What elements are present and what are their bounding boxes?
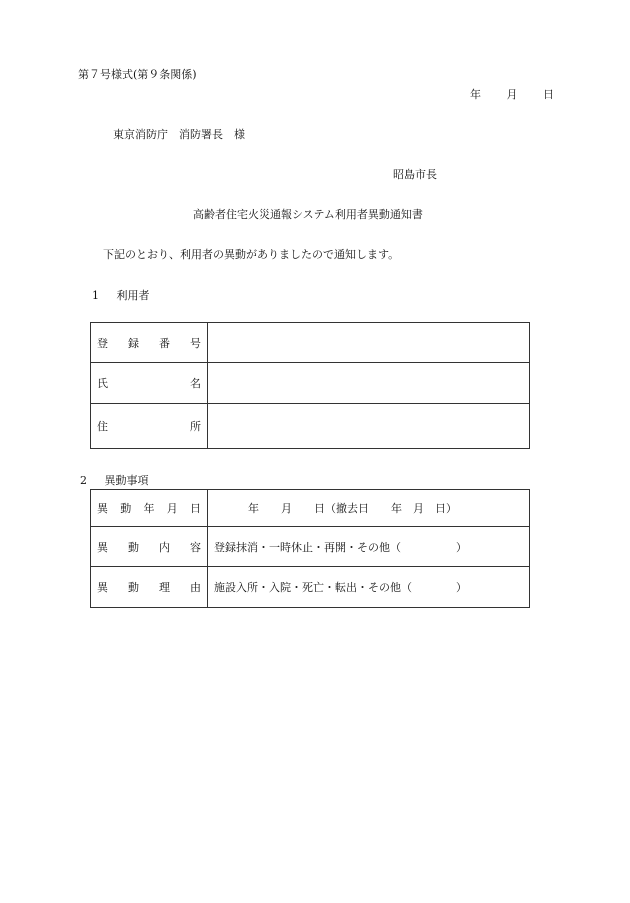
label-char: 由 <box>190 581 201 594</box>
label-char: 所 <box>190 420 201 433</box>
label-char: 異 <box>97 581 108 594</box>
change-date-label <box>91 490 208 527</box>
table-row <box>91 527 530 567</box>
label-char: 住 <box>97 420 108 433</box>
registration-number-field[interactable] <box>208 323 530 363</box>
label-char: 動 <box>120 502 132 515</box>
table-row <box>91 363 530 404</box>
change-content-label <box>91 527 208 567</box>
label-char: 日 <box>190 502 201 515</box>
table-row <box>91 323 530 363</box>
registration-number-label <box>91 323 208 363</box>
section1-heading <box>92 287 150 303</box>
name-label <box>91 363 208 404</box>
label-char: 内 <box>159 540 170 554</box>
label-char: 月 <box>166 502 178 515</box>
label-char: 動 <box>128 540 139 554</box>
label-char: 動 <box>128 581 139 594</box>
change-reason-label <box>91 567 208 608</box>
label-char: 録 <box>128 336 139 350</box>
form-number: 第７号様式(第９条関係) <box>78 68 197 81</box>
address-label <box>91 404 208 449</box>
document-title: 高齢者住宅火災通報システム利用者異動通知書 <box>193 208 423 221</box>
change-content-field[interactable]: 登録抹消・一時休止・再開・その他（ ） <box>208 527 530 567</box>
section1-title: 利用者 <box>116 289 150 302</box>
label-char: 理 <box>159 581 170 594</box>
label-char: 登 <box>97 336 108 350</box>
date-month: 月 <box>506 88 518 101</box>
date-day: 日 <box>543 88 554 101</box>
label-char: 異 <box>97 502 108 515</box>
label-char: 年 <box>143 502 155 515</box>
label-char: 号 <box>190 336 201 350</box>
label-char: 氏 <box>97 377 108 390</box>
table-row <box>91 567 530 608</box>
date-line <box>470 86 554 102</box>
table-row <box>91 490 530 527</box>
addressee: 東京消防庁 消防署長 様 <box>113 128 245 141</box>
name-field[interactable] <box>208 363 530 404</box>
user-table <box>90 322 530 449</box>
intro-text: 下記のとおり、利用者の異動がありましたので通知します。 <box>103 248 400 261</box>
sender: 昭島市長 <box>393 168 437 181</box>
address-field[interactable] <box>208 404 530 449</box>
section2-heading <box>80 472 149 488</box>
change-table <box>90 489 530 608</box>
section2-number: 2 <box>80 474 87 487</box>
section2-title: 異動事項 <box>104 474 149 487</box>
date-year: 年 <box>470 88 481 101</box>
label-char: 名 <box>190 377 201 390</box>
change-date-field[interactable]: 年 月 日（撤去日 年 月 日） <box>208 490 530 527</box>
label-char: 番 <box>159 336 170 350</box>
section1-number: 1 <box>92 289 99 302</box>
table-row <box>91 404 530 449</box>
change-reason-field[interactable]: 施設入所・入院・死亡・転出・その他（ ） <box>208 567 530 608</box>
label-char: 異 <box>97 540 108 554</box>
label-char: 容 <box>190 540 201 554</box>
